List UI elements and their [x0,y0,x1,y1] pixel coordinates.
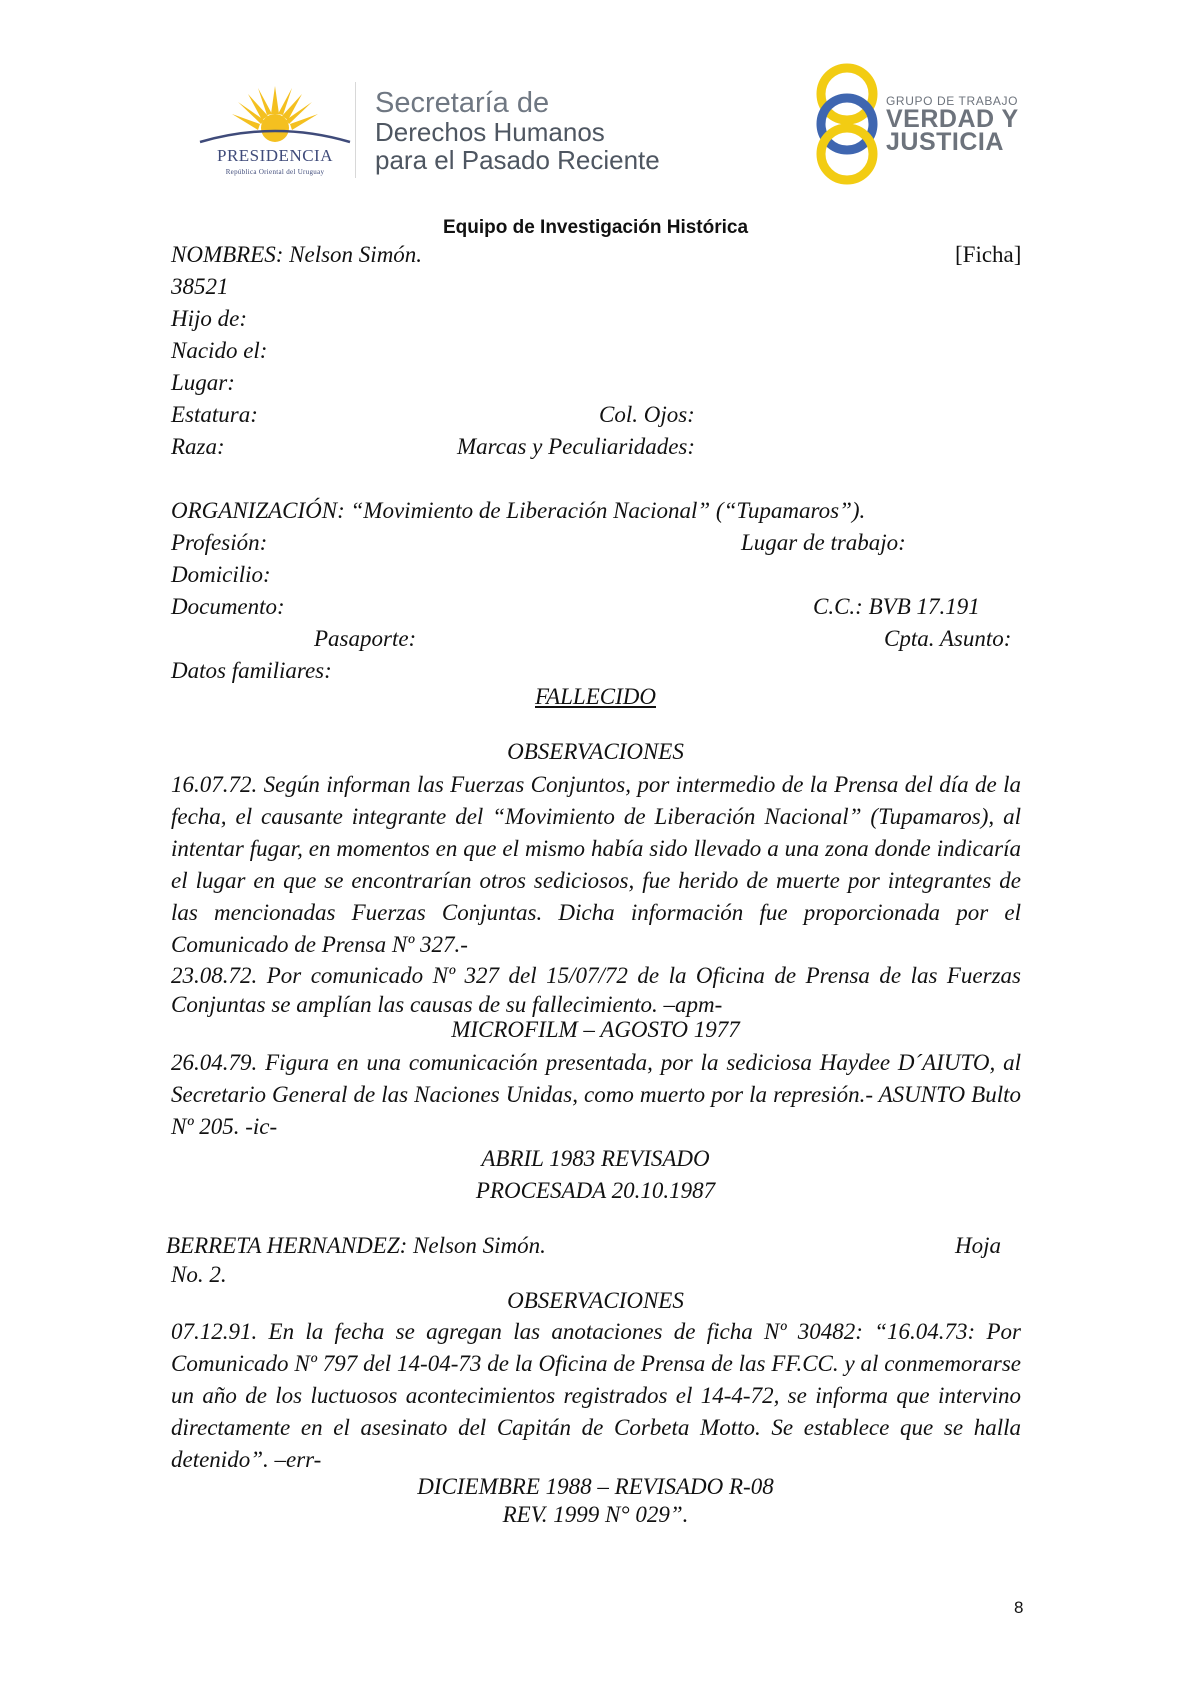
hoja2-entry-1: 07.12.91. En la fecha se agregan las anotaciones de ficha Nº 30482: “16.04.73: Por Comunicado Nº 797 del 14-04-73 de la Oficina de Prensa de las FF.CC. y al conmemorarse un año de los luctuosos acontecimientos registrados el 14-4-72, se informa que intervino directamente en el asesinato del Capitán de Corbeta Motto. Se establece que se halla detenido”. –err- [171,1319,1021,1472]
gtvj-text [886,95,1019,154]
observacion-entry-3: 26.04.79. Figura en una comunicación presentada, por la sediciosa Haydee D´AIUTO, al Secretario General de las Naciones Unidas, como muerto por la represión.- ASUNTO Bulto Nº 205. -ic- [171,1050,1021,1139]
marcas-field: Marcas y Peculiaridades: [457,434,696,459]
revisado-note: ABRIL 1983 REVISADO [481,1146,710,1171]
team-heading: Equipo de Investigación Histórica [442,217,749,238]
ficha-number: 38521 [171,274,229,299]
hoja-number: No. 2. [171,1262,227,1287]
raza-field: Raza: [171,434,225,459]
profesion-field: Profesión: [171,530,268,555]
procesada-note: PROCESADA 20.10.1987 [475,1178,716,1203]
sun-emblem-icon [198,80,352,146]
gtvj-line-1: GRUPO DE TRABAJO [886,94,1019,108]
gtvj-line-2: VERDAD Y [886,105,1019,133]
hijo-de-field: Hijo de: [171,306,248,331]
presidencia-subtitle: República Oriental del Uruguay [225,168,325,176]
observacion-entry-1: 16.07.72. Según informan las Fuerzas Conjuntos, por intermedio de la Prensa del día de la fecha, el causante integrante del “Movimiento de Liberación Nacional” (Tupamaros), al intentar fugar, en momentos en que el mismo había sido llevado a una zona donde indicaría el lugar en que se encontrarían otros sediciosos, fue herido de muerte por integrantes de las mencionadas Fuerzas Conjuntas. Dicha información fue proporcionada por el Comunicado de Prensa Nº 327.- [171,772,1021,957]
fallecido-label: FALLECIDO [535,684,656,709]
gtvj-line-3: JUSTICIA [886,128,1004,156]
cc-field: C.C.: BVB 17.191 [813,594,980,619]
secretaria-line-1: Secretaría de [375,87,550,119]
nacido-el-field: Nacido el: [171,338,268,363]
presidencia-word: PRESIDENCIA [216,146,333,165]
hoja2-name-line: BERRETA HERNANDEZ: Nelson Simón. [166,1233,546,1258]
hoja-label: Hoja [955,1233,1001,1258]
interlocked-rings-icon [812,62,882,186]
observaciones-2-heading: OBSERVACIONES [507,1288,684,1313]
presidencia-logo [198,80,358,180]
domicilio-field: Domicilio: [171,562,271,587]
rev-1999-note: REV. 1999 N° 029”. [502,1502,689,1527]
diciembre-revisado-note: DICIEMBRE 1988 – REVISADO R-08 [417,1474,774,1499]
microfilm-note: MICROFILM – AGOSTO 1977 [451,1017,740,1042]
datos-familiares-field: Datos familiares: [171,658,332,683]
organizacion-field: ORGANIZACIÓN: “Movimiento de Liberación Nacional” (“Tupamaros”). [171,498,866,523]
observacion-entry-2: 23.08.72. Por comunicado Nº 327 del 15/07/72 de la Oficina de Prensa de las Fuerzas Conjuntas se amplían las causas de su fallecimiento. –apm- [171,963,1021,1017]
lugar-trabajo-field: Lugar de trabajo: [741,530,906,555]
header-divider [355,82,356,178]
page-number: 8 [1014,1598,1024,1617]
pasaporte-field: Pasaporte: [314,626,417,651]
ficha-tag: [Ficha] [955,242,1022,267]
observaciones-heading: OBSERVACIONES [507,739,684,764]
estatura-field: Estatura: [171,402,258,427]
secretaria-line-2: Derechos Humanos [375,117,605,147]
documento-field: Documento: [171,594,285,619]
col-ojos-field: Col. Ojos: [599,402,695,427]
secretaria-line-3: para el Pasado Reciente [375,145,660,175]
nombres-field: NOMBRES: Nelson Simón. [171,242,423,267]
secretaria-title [375,88,660,174]
lugar-field: Lugar: [171,370,235,395]
cpta-asunto-field: Cpta. Asunto: [884,626,1012,651]
